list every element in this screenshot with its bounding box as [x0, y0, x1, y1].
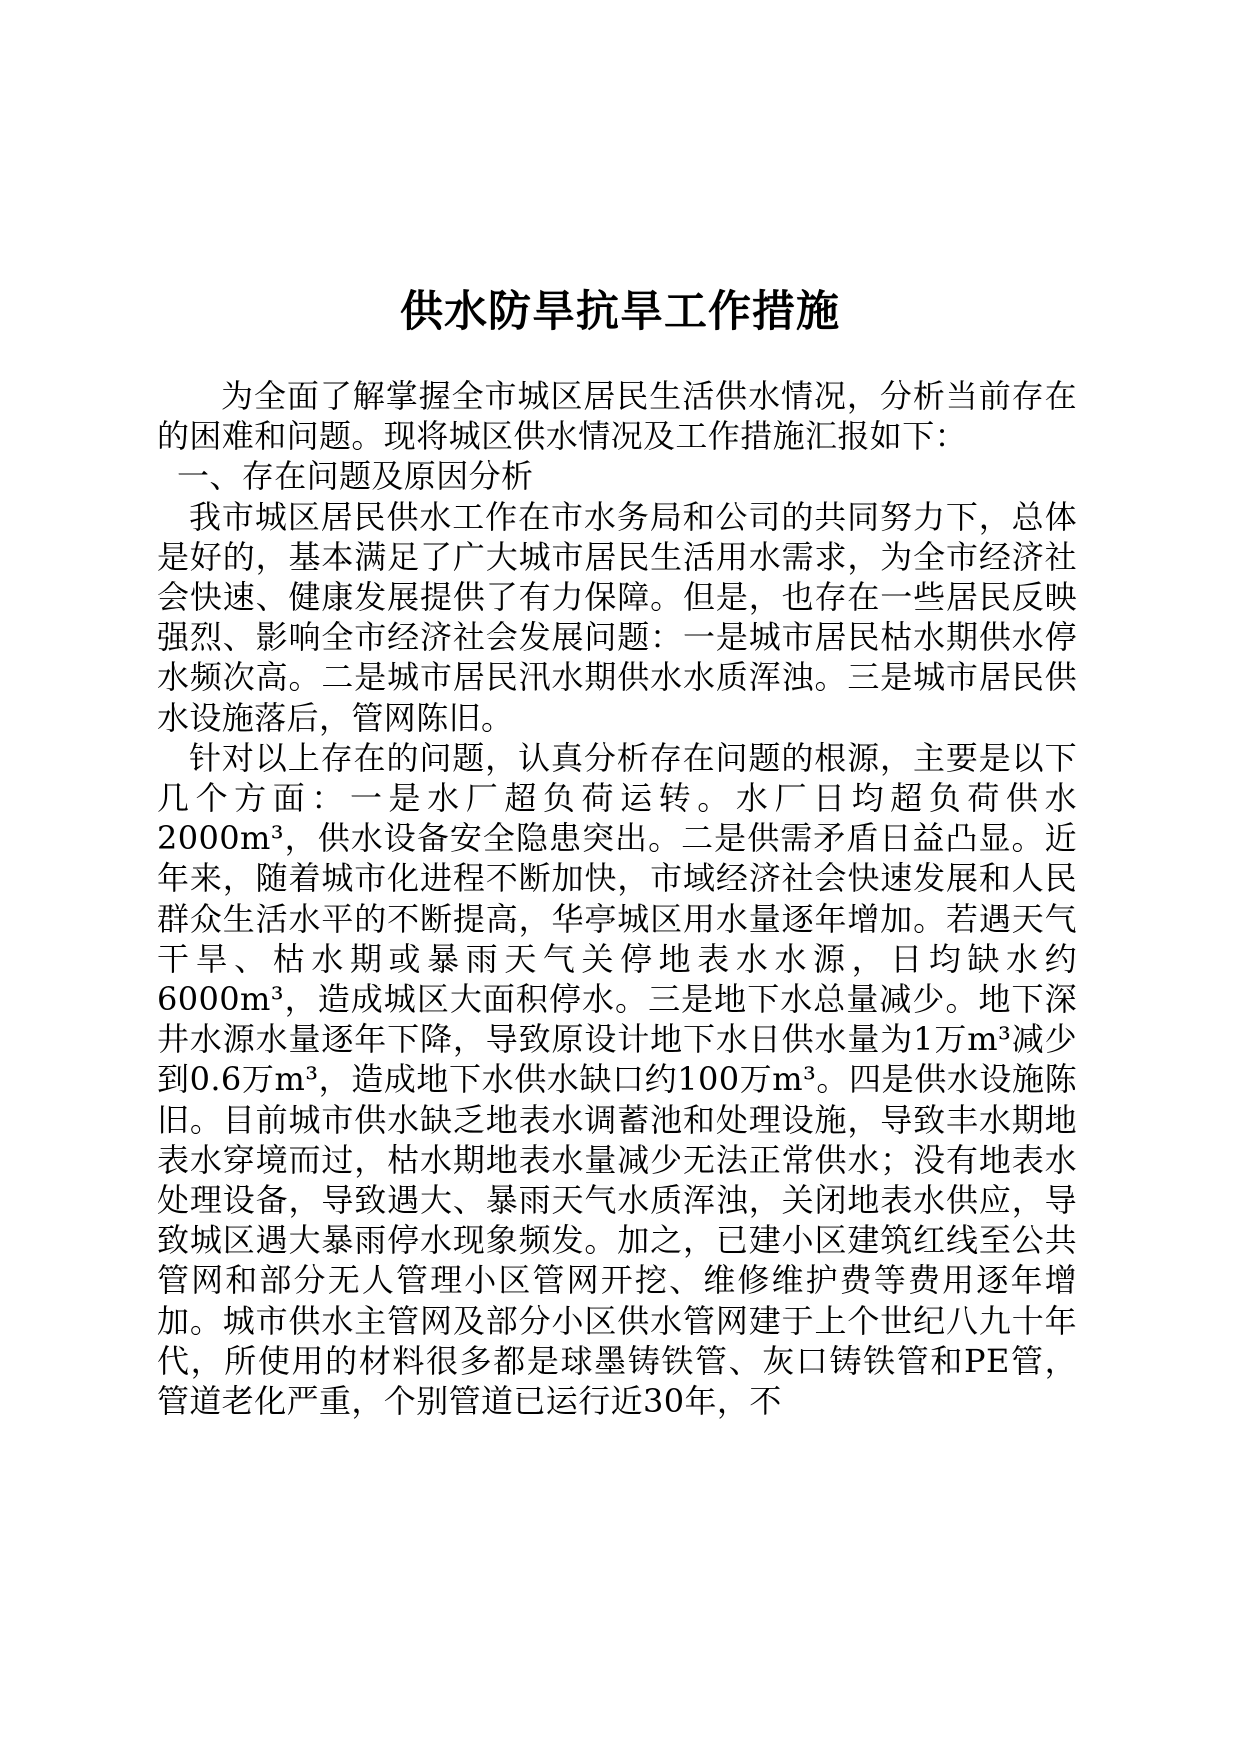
- document-body: [157, 376, 1077, 1421]
- intro-paragraph: 为全面了解掌握全市城区居民生活供水情况，分析当前存在的困难和问题。现将城区供水情况及工作措施汇报如下：: [157, 377, 1077, 456]
- causes-paragraph: 针对以上存在的问题，认真分析存在问题的根源，主要是以下几个方面：一是水厂超负荷运转。水厂日均超负荷供水2000m³，供水设备安全隐患突出。二是供需矛盾日益凸显。近年来，随着城市化进程不断加快，市域经济社会快速发展和人民群众生活水平的不断提高，华亭城区用水量逐年增加。若遇天气干旱、枯水期或暴雨天气关停地表水水源，日均缺水约6000m³，造成城区大面积停水。三是地下水总量减少。地下深井水源水量逐年下降，导致原设计地下水日供水量为1万m³减少到0.6万m³，造成地下水供水缺口约100万m³。四是供水设施陈旧。目前城市供水缺乏地表水调蓄池和处理设施，导致丰水期地表水穿境而过，枯水期地表水量减少无法正常供水；没有地表水处理设备，导致遇大、暴雨天气水质浑浊，关闭地表水供应，导致城区遇大暴雨停水现象频发。加之，已建小区建筑红线至公共管网和部分无人管理小区管网开挖、维修维护费等费用逐年增加。城市供水主管网及部分小区供水管网建于上个世纪八九十年代，所使用的材料很多都是球墨铸铁管、灰口铸铁管和PE管，管道老化严重，个别管道已运行近30年，不: [157, 738, 1077, 1421]
- problems-paragraph: 我市城区居民供水工作在市水务局和公司的共同努力下，总体是好的，基本满足了广大城市居民生活用水需求，为全市经济社会快速、健康发展提供了有力保障。但是，也存在一些居民反映强烈、影响全市经济社会发展问题：一是城市居民枯水期供水停水频次高。二是城市居民汛水期供水水质浑浊。三是城市居民供水设施落后，管网陈旧。: [157, 497, 1077, 737]
- document-title: 供水防旱抗旱工作措施: [400, 286, 840, 337]
- section-heading: 一、存在问题及原因分析: [177, 457, 534, 496]
